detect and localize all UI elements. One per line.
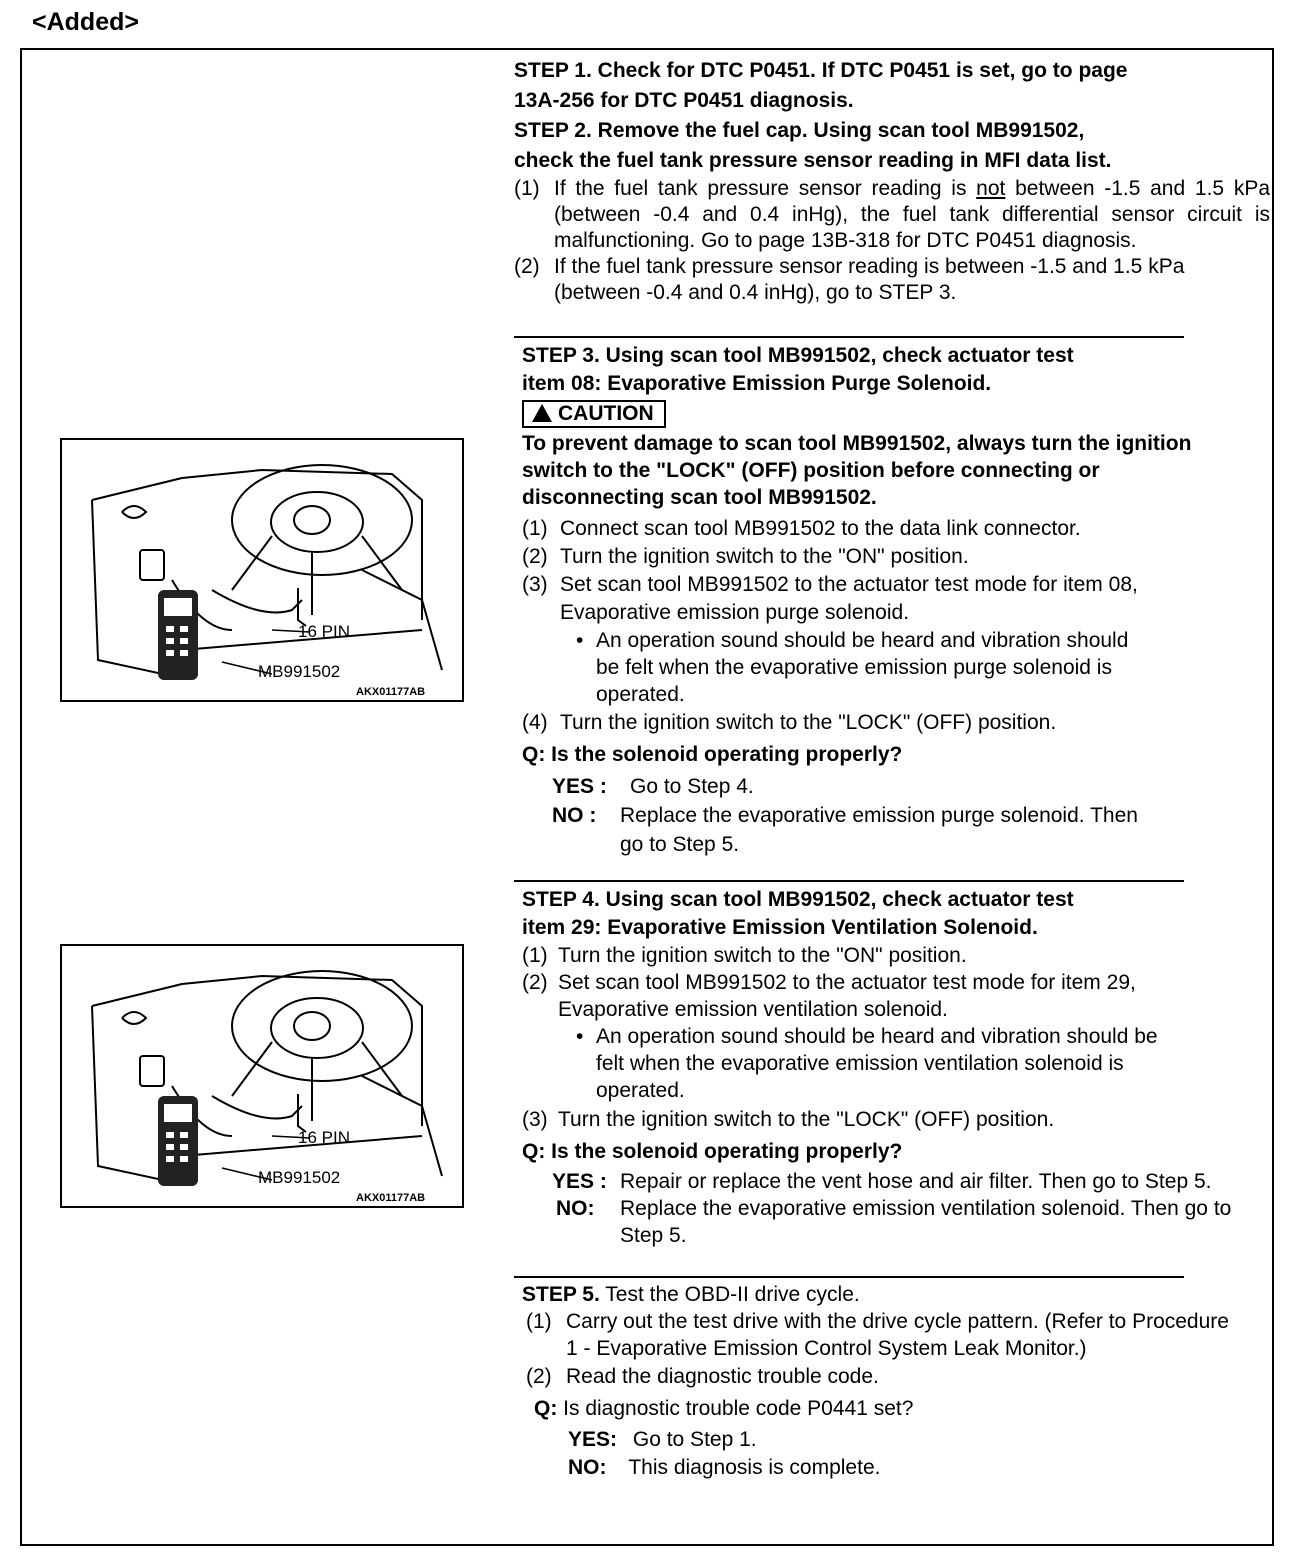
step-3-block <box>522 342 1202 859</box>
step-4-question: Q: Is the solenoid operating properly? <box>522 1140 903 1163</box>
step-2-title: STEP 2. Remove the fuel cap. Using scan tool MB991502, check the fuel tank pressure sensor reading in MFI data list. <box>514 119 1112 172</box>
step-5-question: Q: Is diagnostic trouble code P0441 set? <box>534 1397 914 1420</box>
tool-label: MB991502 <box>258 662 341 681</box>
step-3-item-2: (2) Turn the ignition switch to the "ON" position. <box>522 545 969 568</box>
step-4-bullet: • An operation sound should be heard and vibration should be felt when the evaporative emission ventilation solenoid is operated. <box>522 1023 1186 1104</box>
step-4-item-3: (3) Turn the ignition switch to the "LOCK" (OFF) position. <box>522 1108 1055 1131</box>
separator <box>514 880 1184 882</box>
step-4-title: STEP 4. Using scan tool MB991502, check actuator test item 29: Evaporative Emission Ventilation Solenoid. <box>522 888 1074 939</box>
step-3-no: NO : Replace the evaporative emission purge solenoid. Then go to Step 5. <box>552 804 1138 856</box>
step-5-title: STEP 5. Test the OBD-II drive cycle. <box>522 1283 860 1306</box>
warning-triangle-icon <box>532 404 552 422</box>
step-3-bullet: • An operation sound should be heard and vibration should be felt when the evaporative emission purge solenoid is operated. <box>522 627 1136 708</box>
step-3-item-4: (4) Turn the ignition switch to the "LOCK" (OFF) position. <box>522 711 1057 734</box>
step-5-no: NO: This diagnosis is complete. <box>568 1456 881 1479</box>
step-5-yes: YES: Go to Step 1. <box>568 1428 757 1451</box>
dashboard-illustration <box>62 440 462 700</box>
step-5-item-1: (1) Carry out the test drive with the drive cycle pattern. (Refer to Procedure 1 - Evaporative Emission Control System Leak Monitor.) <box>526 1310 1229 1360</box>
page-heading: <Added> <box>32 8 139 36</box>
figure-code: AKX01177AB <box>356 1192 426 1204</box>
caution-text: To prevent damage to scan tool MB991502, always turn the ignition switch to the "LOCK" (OFF) position before connecting or disconnecting scan tool MB991502. <box>522 432 1192 509</box>
step-4-item-1: (1) Turn the ignition switch to the "ON" position. <box>522 944 967 967</box>
step-5-block <box>522 1282 1252 1482</box>
step-3-title: STEP 3. Using scan tool MB991502, check actuator test item 08: Evaporative Emission Purge Solenoid. <box>522 344 1074 395</box>
step-4-block <box>522 886 1232 1249</box>
step-3-yes: YES : Go to Step 4. <box>552 775 754 798</box>
step-4-item-2: (2) Set scan tool MB991502 to the actuator test mode for item 29, Evaporative emission ventilation solenoid. <box>522 971 1136 1021</box>
step-1-title: STEP 1. Check for DTC P0451. If DTC P0451 is set, go to page 13A-256 for DTC P0451 diagnosis. <box>514 59 1128 112</box>
separator <box>514 336 1184 338</box>
figure-scan-tool-connection-2 <box>60 944 464 1208</box>
step-4-no: NO: Replace the evaporative emission ventilation solenoid. Then go to Step 5. <box>556 1197 1232 1247</box>
tool-label: MB991502 <box>258 1168 341 1187</box>
step-5-item-2: (2) Read the diagnostic trouble code. <box>526 1365 879 1388</box>
pin-label: 16 PIN <box>298 1128 350 1147</box>
dashboard-illustration <box>62 946 462 1206</box>
separator <box>514 1276 1184 1278</box>
scan-tool-icon <box>158 590 198 680</box>
step-1-2-block <box>514 56 1270 306</box>
scan-tool-icon <box>158 1096 198 1186</box>
pin-label: 16 PIN <box>298 622 350 641</box>
step-4-yes: YES : Repair or replace the vent hose and air filter. Then go to Step 5. <box>552 1170 1212 1193</box>
figure-code: AKX01177AB <box>356 686 426 698</box>
step-3-item-1: (1) Connect scan tool MB991502 to the data link connector. <box>522 517 1081 540</box>
figure-scan-tool-connection-1 <box>60 438 464 702</box>
step-3-item-3: (3) Set scan tool MB991502 to the actuator test mode for item 08, Evaporative emission purge solenoid. <box>522 573 1138 624</box>
step-2-item-1: (1) If the fuel tank pressure sensor reading is not between -1.5 and 1.5 kPa (between -0.4 and 0.4 inHg), the fuel tank differential sensor circuit is malfunctioning. Go to page 13B-318 for DTC P0451 diagnosis. <box>514 177 1270 252</box>
step-3-question: Q: Is the solenoid operating properly? <box>522 743 903 766</box>
step-2-item-2: (2) If the fuel tank pressure sensor reading is between -1.5 and 1.5 kPa (between -0.4 and 0.4 inHg), go to STEP 3. <box>514 255 1185 304</box>
caution-box: CAUTION <box>522 400 666 428</box>
